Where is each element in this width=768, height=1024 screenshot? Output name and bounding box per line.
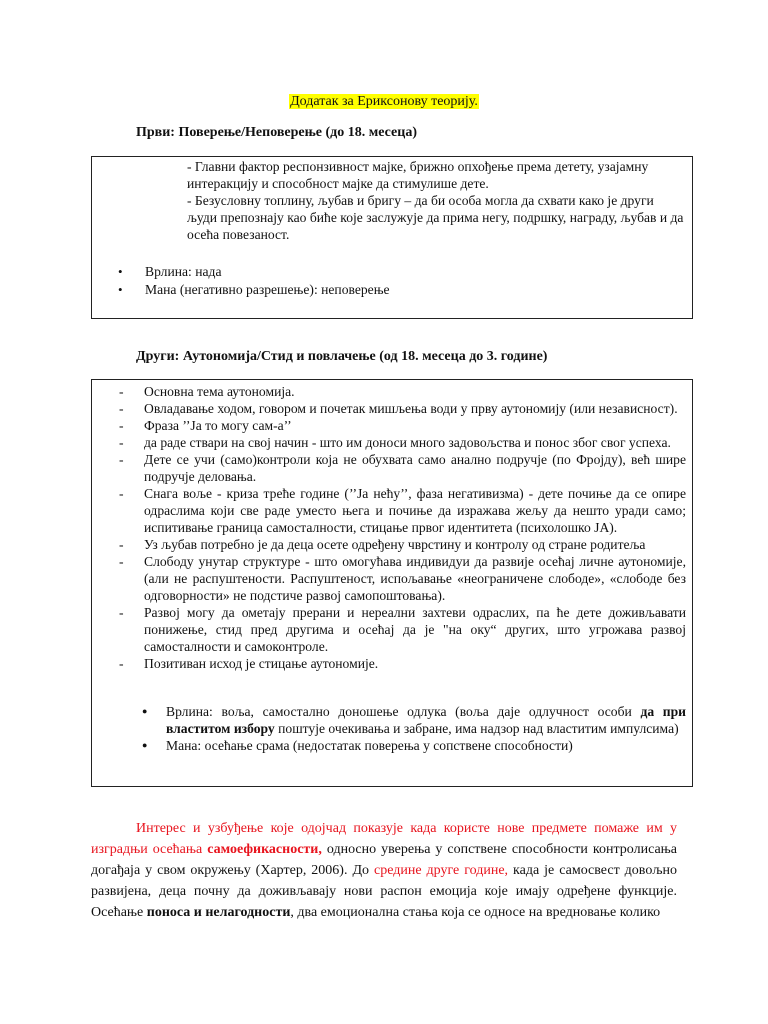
list-item: - Уз љубав потребно је да деца осете одређену чврстину и контролу од стране родитеља xyxy=(116,536,686,553)
virtue-prefix: Врлина: воља, самостално доношење одлука (воља даје одлучност особи xyxy=(166,704,641,719)
stage2-list xyxy=(116,383,686,672)
stage2-heading: Други: Аутономија/Стид и повлачење (од 18. месеца до 3. године) xyxy=(136,349,548,364)
document-title xyxy=(0,93,768,111)
list-item: - Основна тема аутономија. xyxy=(116,383,686,400)
list-item: - Дете се учи (само)контроли која не обухвата само анално подручје (по Фројду), већ шире подручје деловања. xyxy=(116,451,686,485)
virtue-bold: да при властитом избору xyxy=(166,704,687,736)
body-paragraph xyxy=(91,818,677,923)
stage1-box xyxy=(91,156,693,319)
stage1-bullets xyxy=(118,263,390,299)
virtue-suffix: поштује очекивања и забране, има надзор над властитим импулсима) xyxy=(274,721,679,736)
stage1-description xyxy=(187,158,687,243)
para-red-text: средине друге године, xyxy=(373,863,509,878)
para-bold: поноса и нелагодности xyxy=(146,905,291,920)
para-red-bold: самоефикасности, xyxy=(207,842,322,857)
stage2-box xyxy=(91,379,693,787)
list-item: - Слободу унутар структуре - што омогућава индивидуи да развије осећај личне аутономије, (али не распуштености. Распуштеност, испољавање «неограничене слободе», «слободе без одговорности» не подстиче развој самопоштовања). xyxy=(116,553,686,604)
list-item: - Снага воље - криза треће године (’’Ја нећу’’, фаза негативизма) - дете почиње да се опире одраслима који све раде уместо њега и почиње да изражава жељу да нешто уради само; испитивање граница самосталности, стицање првог идентитета (психолошко ЈА). xyxy=(116,485,686,536)
list-item: - Развој могу да ометају прерани и нереални захтеви одраслих, па ће дете доживљавати понижење, стид пред другима и осећај да је "на оку“ других, што угрожава развој самосталности и самоконтроле. xyxy=(116,604,686,655)
stage1-line: - Безусловну топлину, љубав и бригу – да би особа могла да схвати како је други људи препознају као биће које заслужује да прима негу, подршку, награду, љубав и да осећа повезаност. xyxy=(187,193,684,242)
para-text: односно уверења у сопствене способности контролисања догађаја у свом окружењу (Хартер, 2006). До xyxy=(91,842,677,878)
stage2-bullets xyxy=(138,703,686,754)
list-item: - Фраза ’’Ја то могу сам-а’’ xyxy=(116,417,686,434)
list-item: - Позитиван исход је стицање аутономије. xyxy=(116,655,686,672)
stage1-line: - Главни фактор респонзивност мајке, брижно опхођење према детету, узајамну интеракцију и способност мајке да стимулише дете. xyxy=(187,159,649,191)
para-red-text: Интерес и узбуђење које одојчад показује када користе нове предмете помаже им у изградњи осећања xyxy=(91,821,677,857)
stage2-flaw: ● Мана: осећање срама (недостатак поверења у сопствене способности) xyxy=(138,737,686,754)
stage1-virtue: • Врлина: нада xyxy=(118,263,390,281)
stage1-heading: Први: Поверење/Неповерење (до 18. месеца) xyxy=(136,125,417,140)
stage2-virtue xyxy=(138,703,686,737)
list-item: - да раде ствари на свој начин - што им доноси много задовољства и понос због свог успеха. xyxy=(116,434,686,451)
para-text: када је самосвест довољно развијена, деца почну да доживљавају нови распон емоција које имају одређене функције. Осећање xyxy=(91,863,677,920)
list-item: - Овладавање ходом, говором и почетак мишљења води у прву аутономију (или независност). xyxy=(116,400,686,417)
para-text: , два емоционална стања која се односе на вредновање колико xyxy=(290,905,661,920)
stage1-flaw: • Мана (негативно разрешење): неповерење xyxy=(118,281,390,299)
highlighted-title: Додатак за Ериксонову теорију. xyxy=(290,94,478,109)
